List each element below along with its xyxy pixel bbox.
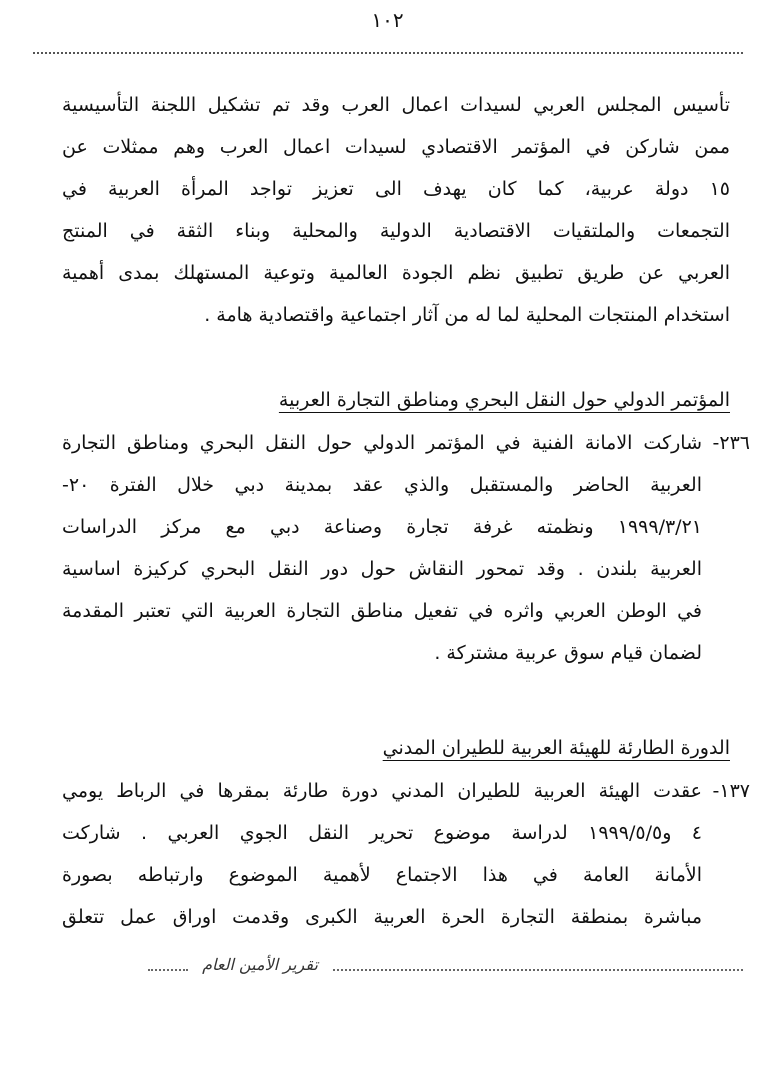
text-line: لضمان قيام سوق عربية مشتركة . bbox=[434, 642, 702, 664]
text-line: ١٥ دولة عربية، كما كان يهدف الى تعزيز تواجد المرأة العربية في bbox=[62, 178, 730, 200]
text-line: ١٩٩٩/٣/٢١ ونظمته غرفة تجارة وصناعة دبي مع مركز الدراسات bbox=[62, 516, 702, 538]
footer-title: تقرير الأمين العام bbox=[202, 955, 318, 974]
text-line: العربية الحاضر والمستقبل والذي عقد بمدينة دبي خلال الفترة ٢٠- bbox=[62, 474, 702, 496]
page-number: ١٠٢ bbox=[371, 8, 404, 32]
section-heading: الدورة الطارئة للهيئة العربية للطيران المدني bbox=[382, 737, 730, 759]
text-line: شاركت الامانة الفنية في المؤتمر الدولي حول النقل البحري ومناطق التجارة bbox=[62, 432, 702, 454]
item-number: ١٣٧- bbox=[712, 780, 750, 802]
section-heading: المؤتمر الدولي حول النقل البحري ومناطق التجارة العربية bbox=[278, 389, 730, 411]
footer-rule-right bbox=[333, 969, 743, 971]
text-line: الأمانة العامة في هذا الاجتماع لأهمية الموضوع وارتباطه بصورة bbox=[62, 864, 702, 886]
item-number: ٢٣٦- bbox=[712, 432, 750, 454]
text-line: التجمعات والملتقيات الاقتصادية الدولية والمحلية وبناء الثقة في المنتج bbox=[62, 220, 730, 242]
text-line: مباشرة بمنطقة التجارة الحرة العربية الكبرى وقدمت اوراق عمل تتعلق bbox=[62, 906, 702, 928]
text-line: في الوطن العربي واثره في تفعيل مناطق التجارة العربية التي تعتبر المقدمة bbox=[62, 600, 702, 622]
text-line: تأسيس المجلس العربي لسيدات اعمال العرب وقد تم تشكيل اللجنة التأسيسية bbox=[62, 94, 730, 116]
page-footer bbox=[0, 955, 775, 985]
text-line: العربية بلندن . وقد تمحور النقاش حول دور النقل البحري كركيزة اساسية bbox=[62, 558, 702, 580]
header-rule bbox=[33, 52, 743, 54]
text-line: العربي عن طريق تطبيق نظم الجودة العالمية وتوعية المستهلك بمدى أهمية bbox=[62, 262, 730, 284]
text-line: عقدت الهيئة العربية للطيران المدني دورة طارئة بمقرها في الرباط يومي bbox=[62, 780, 702, 802]
footer-rule-left bbox=[148, 969, 188, 971]
text-line: ممن شاركن في المؤتمر الاقتصادي لسيدات اعمال العرب وهم ممثلات عن bbox=[62, 136, 730, 158]
text-line: ٤ و١٩٩٩/٥/٥ لدراسة موضوع تحرير النقل الجوي العربي . شاركت bbox=[62, 822, 703, 844]
text-line: استخدام المنتجات المحلية لما له من آثار اجتماعية واقتصادية هامة . bbox=[204, 304, 730, 326]
